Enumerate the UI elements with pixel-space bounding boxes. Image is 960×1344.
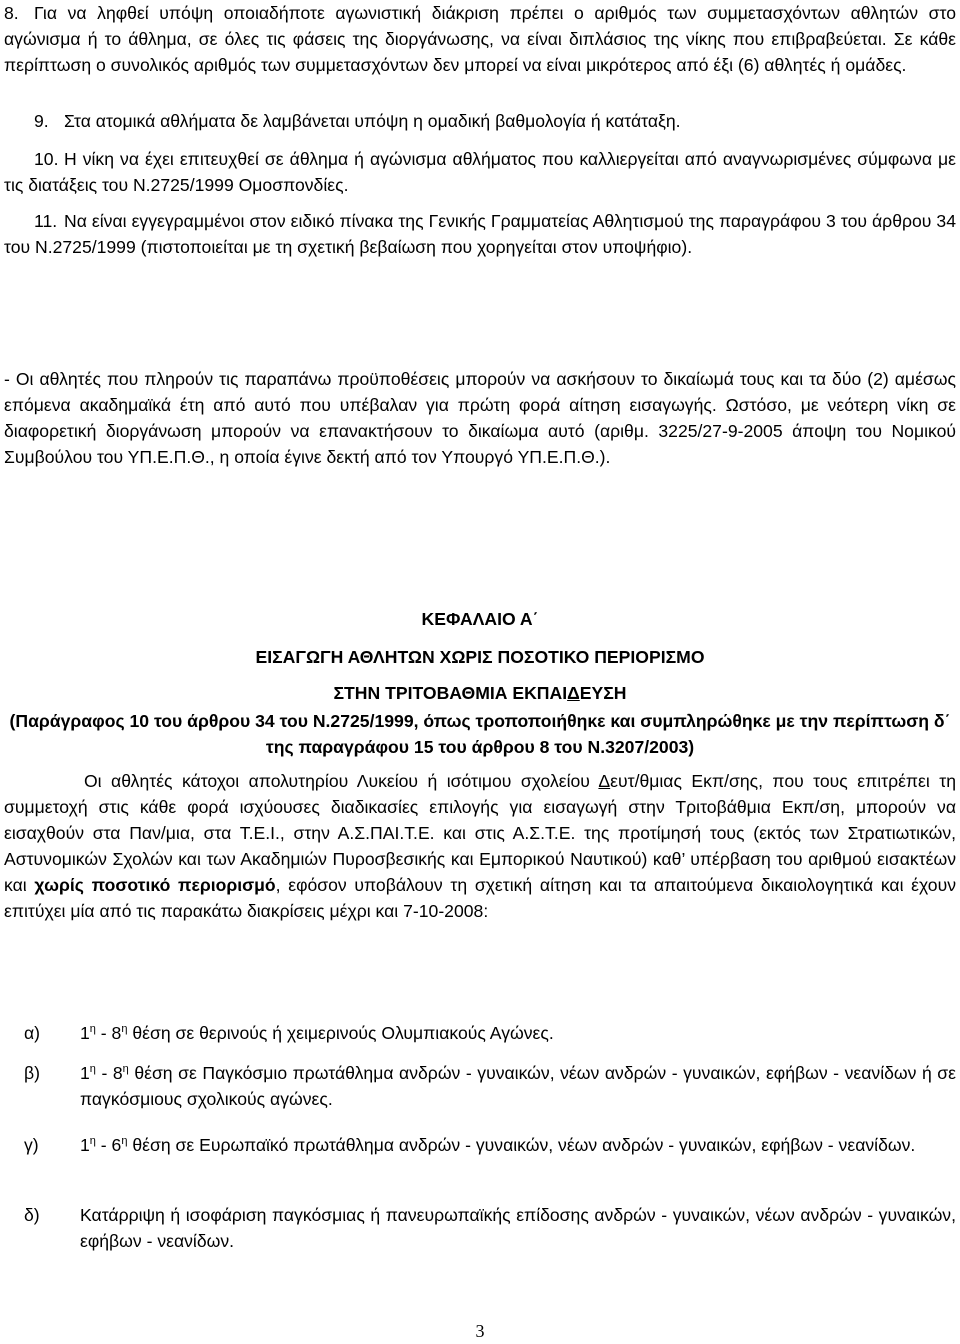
chapter-subheading-block (4, 680, 956, 706)
item-number: 9. (34, 111, 49, 131)
item-text: Για να ληφθεί υπόψη οποιαδήποτε αγωνιστική διάκριση πρέπει ο αριθμός των συμμετασχόντων αθλητών στο αγώνισμα ή το άθλημα, σε όλες τις φάσεις της διοργάνωσης, να είναι διπλάσιος της νίκης που επιβραβεύεται. Σε κάθε περίπτωση ο συνολικός αριθμός των συμμετασχόντων δεν μπορεί να είναι μικρότερος από έξι (6) αθλητές ή ομάδες. (4, 3, 956, 75)
chapter-heading-1: ΕΙΣΑΓΩΓΗ ΑΘΛΗΤΩΝ ΧΩΡΙΣ ΠΟΣΟΤΙΚΟ ΠΕΡΙΟΡΙΣΜΟ (255, 647, 705, 667)
chapter-heading-2: ΣΤΗΝ ΤΡΙΤΟΒΑΘΜΙΑ ΕΚΠΑΙΔΕΥΣΗ (333, 683, 627, 703)
item-number: 8. (4, 3, 19, 23)
item-text: Στα ατομικά αθλήματα δε λαμβάνεται υπόψη η ομαδική βαθμολογία ή κατάταξη. (64, 111, 681, 131)
chapter-title-block (4, 606, 956, 632)
criterion-c: γ) $1^\eta - 6^\eta$ θέση σε Ευρωπαϊκό πρωτάθλημα ανδρών - γυναικών, νέων ανδρών - γυναικών, εφήβων - νεανίδων. (24, 1135, 916, 1155)
note-text: - Οι αθλητές που πληρούν τις παραπάνω προϋποθέσεις μπορούν να ασκήσουν το δικαίωμά τους και τα δύο (2) αμέσως επόμενα ακαδημαϊκά έτη από αυτό που υπέβαλαν για πρώτη φορά αίτηση εισαγωγής. Ωστόσο, με νεότερη νίκη σε διαφορετική διοργάνωση μπορούν να επανακτήσουν το δικαίωμα αυτό (αριθμ. 3225/27-9-2005 άποψη του Νομικού Συμβούλου του ΥΠ.Ε.Π.Θ., η οποία έγινε δεκτή από τον Υπουργό ΥΠ.Ε.Π.Θ.). (4, 369, 956, 467)
list-item-10 (4, 146, 956, 198)
chapter-heading-block (4, 644, 956, 670)
criterion-a: α) $1^\eta - 8^\eta$ θέση σε θερινούς ή χειμερινούς Ολυμπιακούς Αγώνες. (24, 1023, 554, 1043)
item-number: 11. (34, 211, 58, 231)
chapter-title: ΚΕΦΑΛΑΙΟ Α΄ (421, 609, 539, 629)
list-item-9 (34, 108, 956, 134)
criterion-d: δ) Κατάρριψη ή ισοφάριση παγκόσμιας ή πανευρωπαϊκής επίδοσης ανδρών - γυναικών, νέων ανδρών - γυναικών, εφήβων - νεανίδων. (24, 1205, 956, 1251)
list-item-8 (4, 0, 956, 78)
page-number: 3 (475, 1321, 485, 1341)
eligibility-note (4, 366, 956, 470)
law-reference: (Παράγραφος 10 του άρθρου 34 του Ν.2725/1999, όπως τροποποιήθηκε και συμπληρώθηκε με την περίπτωση δ΄ της παραγράφου 15 του άρθρου 8 του Ν.3207/2003) (9, 711, 951, 757)
emphasis-text: χωρίς ποσοτικό περιορισμό (34, 875, 276, 895)
item-number: 10. (34, 149, 59, 169)
item-text: Να είναι εγγεγραμμένοι στον ειδικό πίνακα της Γενικής Γραμματείας Αθλητισμού της παραγράφου 3 του άρθρου 34 του Ν.2725/1999 (πιστοποιείται με τη σχετική βεβαίωση που χορηγείται στον υποψήφιο). (4, 211, 956, 257)
law-reference-block (4, 708, 956, 760)
item-text: Η νίκη να έχει επιτευχθεί σε άθλημα ή αγώνισμα αθλήματος που καλλιεργείται από αναγνωρισμένες σύμφωνα με τις διατάξεις του Ν.2725/1999 Ομοσπονδίες. (4, 149, 956, 195)
intro-paragraph: Οι αθλητές κάτοχοι απολυτηρίου Λυκείου ή ισότιμου σχολείου Δευτ/θμιας Εκπ/σης, που τους επιτρέπει τη συμμετοχή στις κάθε φορά ισχύουσες διαδικασίες επιλογής για εισαγωγή στην Τριτοβάθμια Εκπ/ση, μπορούν να εισαχθούν στα Παν/μια, στα Τ.Ε.Ι., στην Α.Σ.ΠΑΙ.Τ.Ε. και στις Α.Σ.Τ.Ε. της προτίμησή τους (εκτός των Στρατιωτικών, Αστυνομικών Σχολών και των Ακαδημιών Πυροσβεσικής και Εμπορικού Ναυτικού) καθ’ υπέρβαση του αριθμού εισακτέων και χωρίς ποσοτικό περιορισμό, εφόσον υποβάλουν τη σχετική αίτηση και τα απαιτούμενα δικαιολογητικά και έχουν επιτύχει μία από τις παρακάτω διακρίσεις μέχρι και 7-10-2008: (4, 771, 956, 921)
list-item-11 (4, 208, 956, 260)
criterion-b: β) $1^\eta - 8^\eta$ θέση σε Παγκόσμιο πρωτάθλημα ανδρών - γυναικών, νέων ανδρών - γυναικών, εφήβων - νεανίδων ή σε παγκόσμιους σχολικούς αγώνες. (24, 1063, 957, 1109)
